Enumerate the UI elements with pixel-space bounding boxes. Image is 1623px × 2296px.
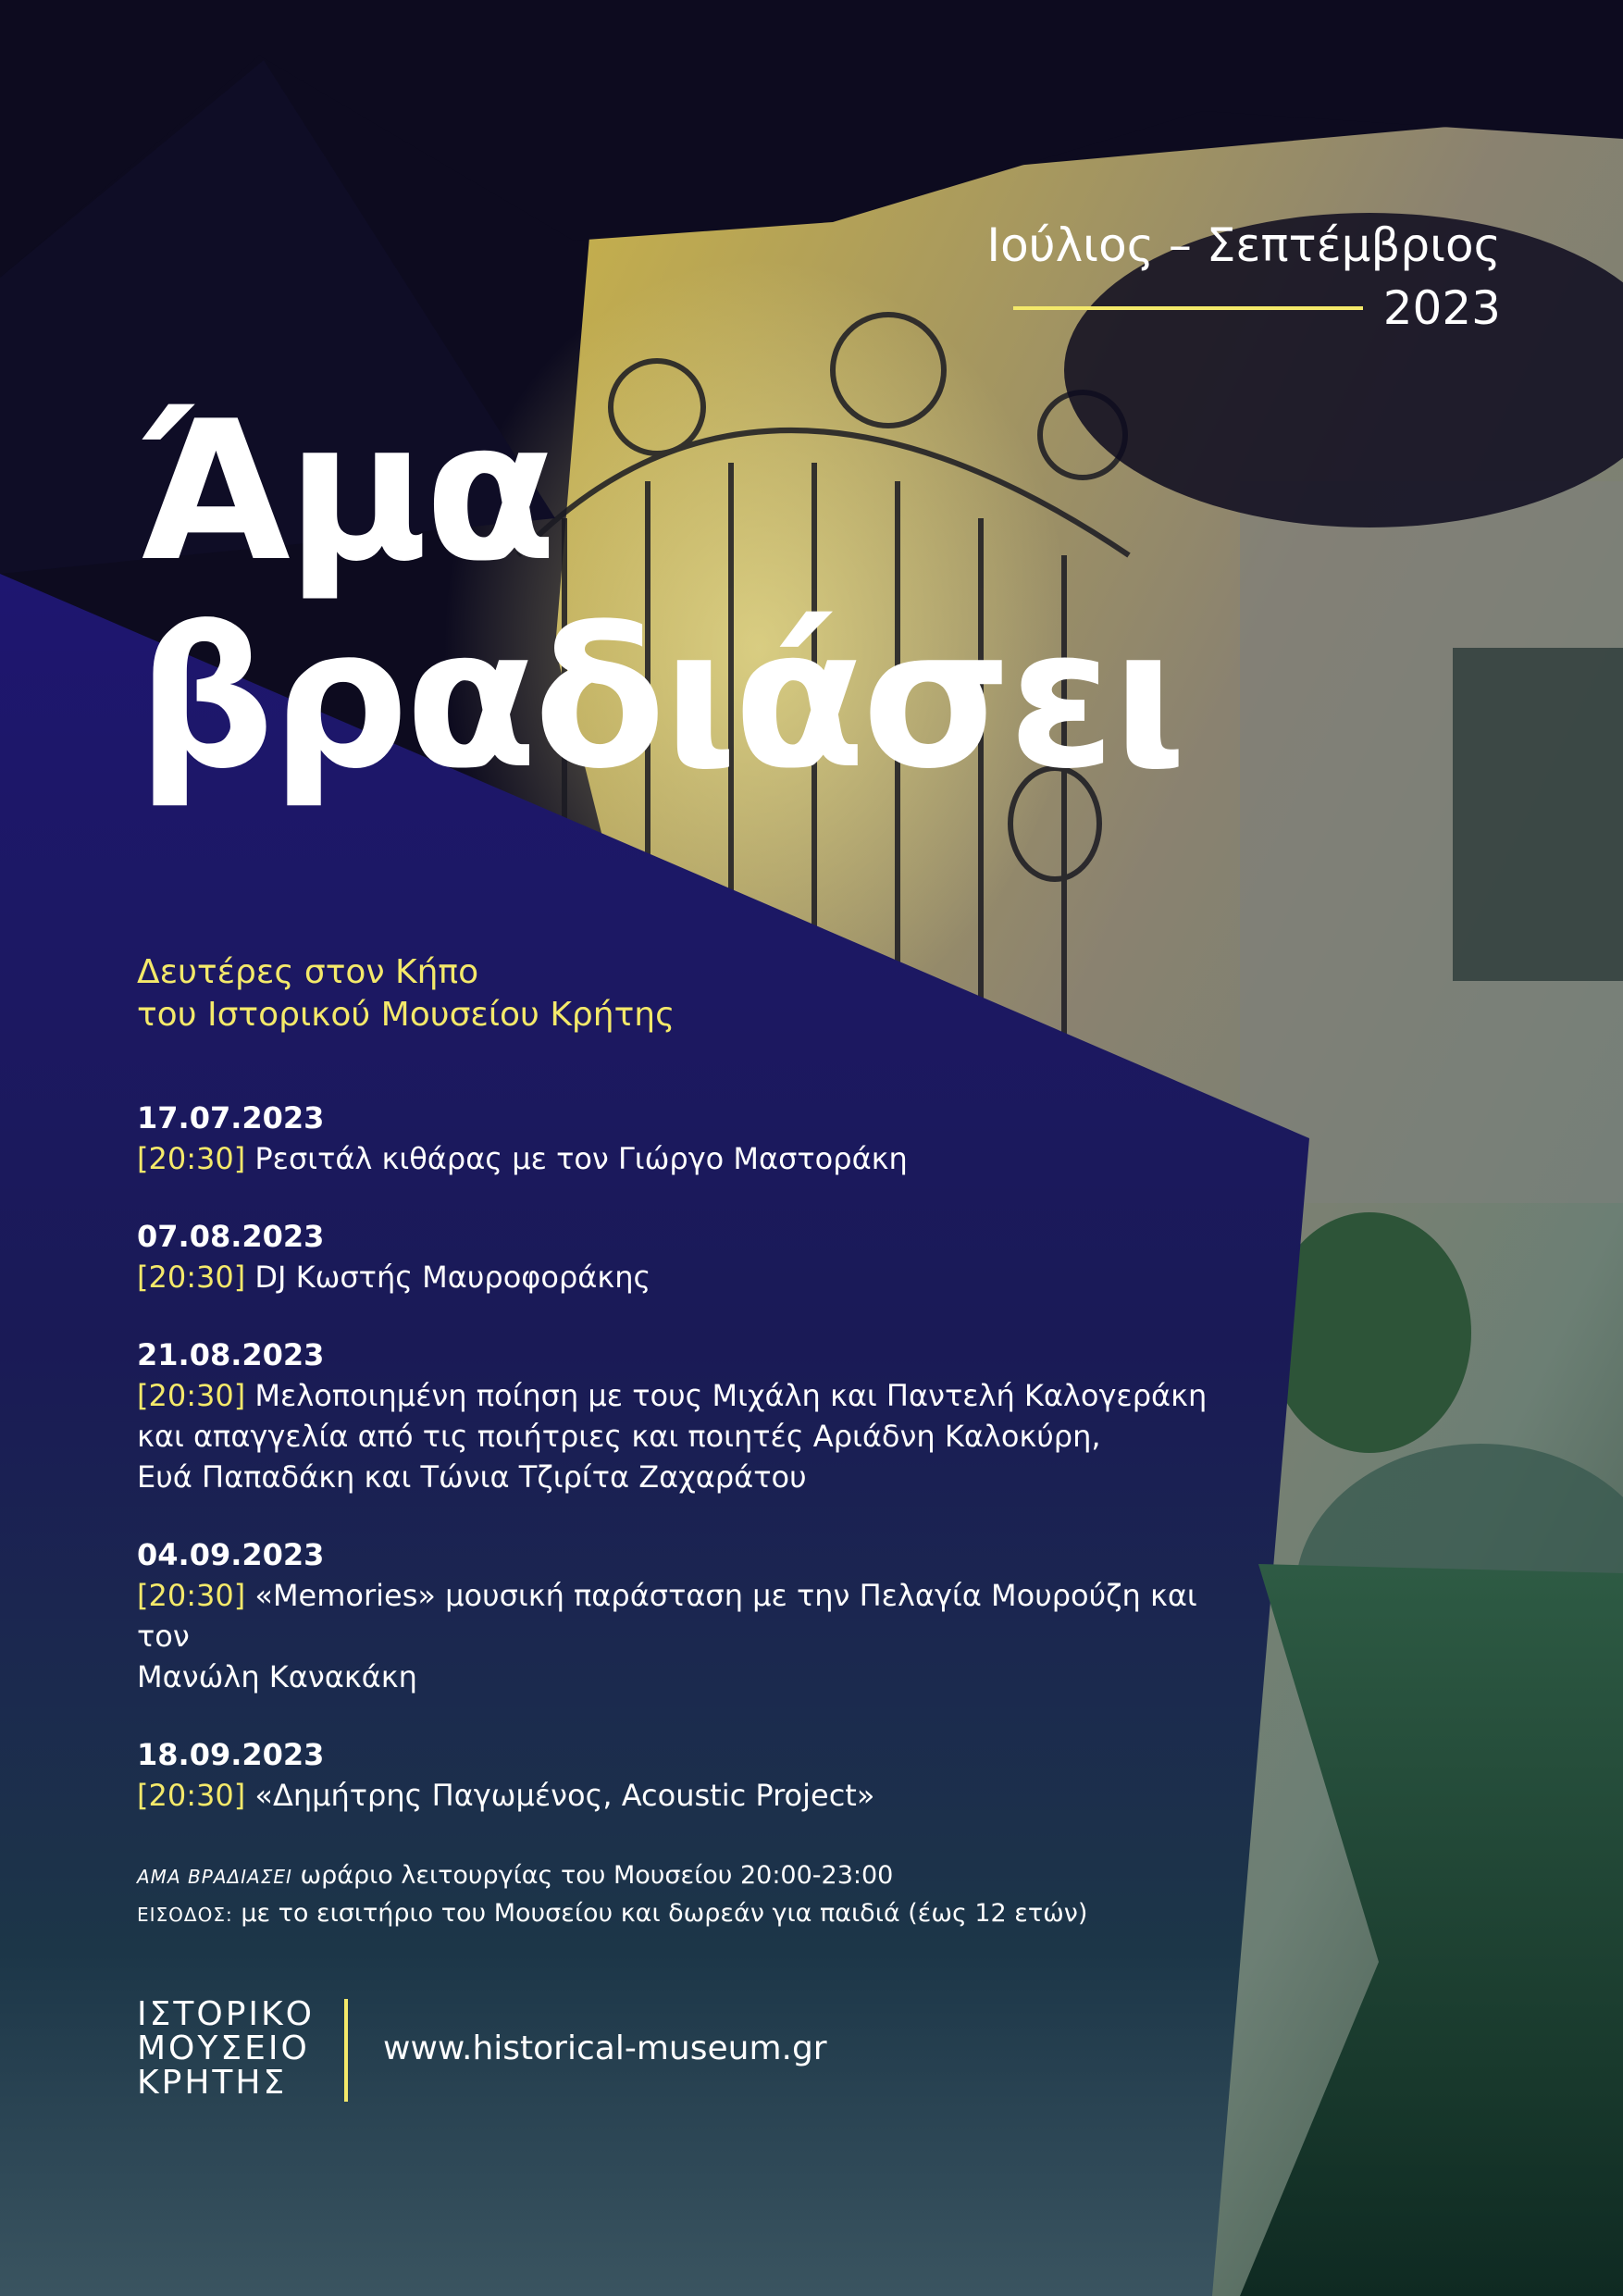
logo-divider (344, 1999, 348, 2102)
year-underline (1013, 306, 1363, 310)
event-description-line (137, 1138, 1247, 1179)
entry-text: με το εισιτήριο του Μουσείου και δωρεάν για παιδιά (έως 12 ετών) (241, 1899, 1088, 1928)
date-range: Ιούλιος – Σεπτέμβριος (986, 218, 1501, 272)
event-list (137, 1098, 1247, 1853)
event-date: 07.08.2023 (137, 1219, 325, 1254)
event-time: [20:30] (137, 1578, 246, 1613)
event-time: [20:30] (137, 1141, 246, 1176)
title-line-2: βραδιάσει (137, 588, 1183, 812)
year-row (1013, 281, 1501, 335)
event-date: 18.09.2023 (137, 1737, 325, 1772)
event-description-line (137, 1775, 1247, 1816)
event-description-line (137, 1457, 1247, 1497)
event-item (137, 1734, 1247, 1816)
event-time: [20:30] (137, 1378, 246, 1413)
event-description-text: Μανώλη Κανακάκη (137, 1659, 417, 1694)
venue-line-2: του Ιστορικού Μουσείου Κρήτης (137, 996, 675, 1034)
entry-line (137, 1895, 1087, 1933)
venue-subtitle (137, 951, 675, 1036)
event-time: [20:30] (137, 1260, 246, 1295)
museum-logo (137, 1997, 315, 2100)
event-description-text: Ευά Παπαδάκη και Τώνια Τζιρίτα Ζαχαράτου (137, 1459, 807, 1495)
event-date: 17.07.2023 (137, 1100, 325, 1136)
event-description-text: Ρεσιτάλ κιθάρας με τον Γιώργο Μαστοράκη (254, 1141, 908, 1176)
event-item (137, 1098, 1247, 1179)
event-description-text: «Δημήτρης Παγωμένος, Acoustic Project» (254, 1778, 875, 1813)
info-block (137, 1857, 1087, 1933)
hours-label: ΑΜΑ ΒΡΑΔΙΑΣΕΙ (137, 1866, 292, 1888)
logo-line-2: ΜΟΥΣΕΙΟ (137, 2029, 310, 2067)
event-description-text: «Memories» μουσική παράσταση με την Πελαγία Μουρούζη και τον (137, 1578, 1197, 1654)
event-description-text: και απαγγελία από τις ποιήτριες και ποιητές Αριάδνη Καλοκύρη, (137, 1419, 1101, 1454)
poster-title (137, 380, 1183, 812)
hours-text: ωράριο λειτουργίας του Μουσείου 20:00-23:00 (300, 1861, 894, 1890)
event-date: 21.08.2023 (137, 1337, 325, 1372)
event-description-line (137, 1416, 1247, 1457)
logo-line-3: ΚΡΗΤΗΣ (137, 2064, 288, 2102)
entry-label: ΕΙΣΟΔΟΣ: (137, 1904, 233, 1926)
event-item (137, 1216, 1247, 1297)
event-description-line (137, 1257, 1247, 1297)
website-link[interactable]: www.historical-museum.gr (383, 2029, 827, 2067)
event-description-line (137, 1575, 1247, 1657)
hours-line (137, 1857, 1087, 1895)
event-description-text: DJ Κωστής Μαυροφοράκης (254, 1260, 651, 1295)
event-item (137, 1534, 1247, 1697)
event-date: 04.09.2023 (137, 1537, 325, 1572)
event-item (137, 1334, 1247, 1497)
event-description-text: Μελοποιημένη ποίηση με τους Μιχάλη και Παντελή Καλογεράκη (254, 1378, 1208, 1413)
year: 2023 (1382, 281, 1501, 335)
venue-line-1: Δευτέρες στον Κήπο (137, 953, 479, 991)
event-description-line (137, 1375, 1247, 1416)
event-time: [20:30] (137, 1778, 246, 1813)
title-line-1: Άμα (137, 380, 553, 604)
logo-line-1: ΙΣΤΟΡΙΚΟ (137, 1995, 315, 2033)
event-description-line (137, 1657, 1247, 1697)
